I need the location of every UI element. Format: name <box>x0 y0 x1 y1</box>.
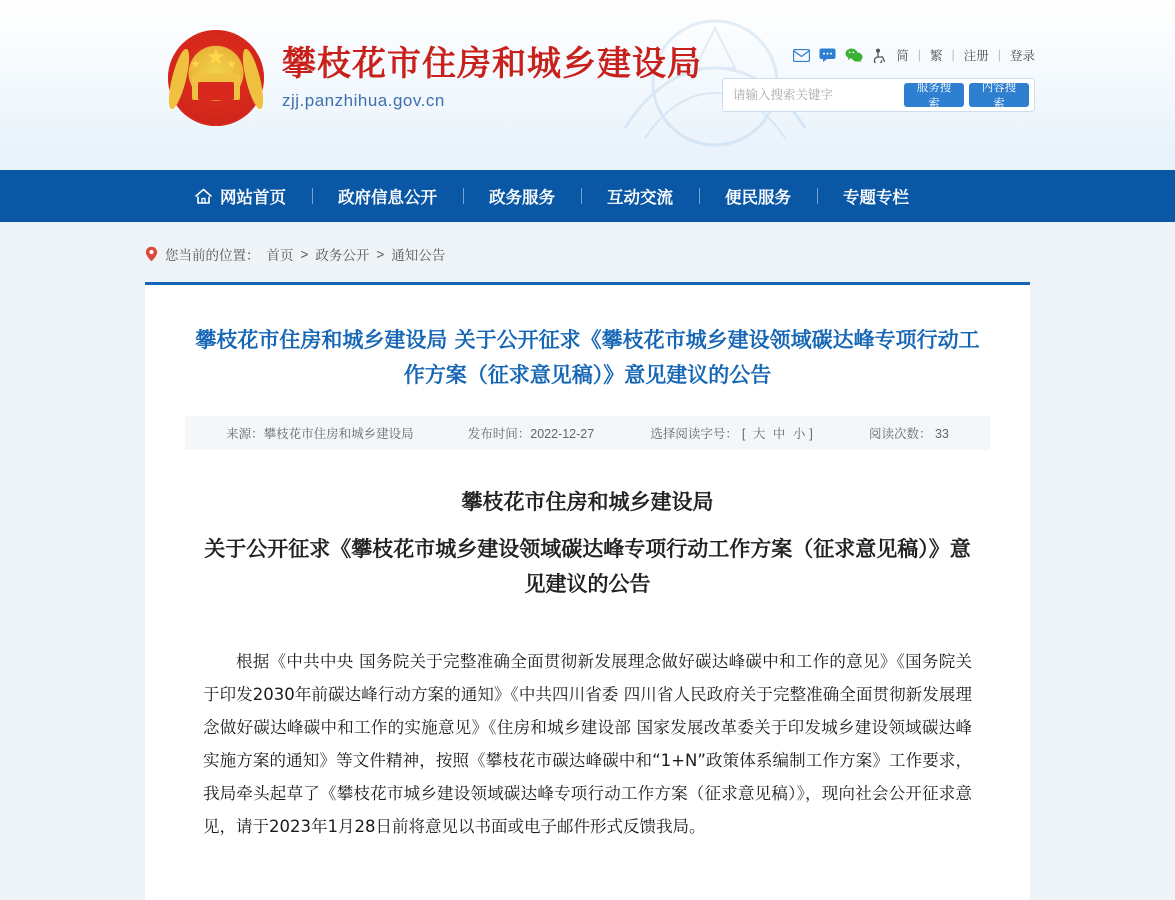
nav-item-label: 政务服务 <box>489 189 555 207</box>
meta-views-label: 阅读次数： <box>868 427 932 442</box>
breadcrumb-separator: > <box>376 246 385 262</box>
lang-traditional-link[interactable]: 繁 <box>929 49 943 63</box>
lang-simplified-link[interactable]: 简 <box>896 49 909 63</box>
nav-item-label: 政府信息公开 <box>338 189 437 207</box>
breadcrumb <box>145 222 1030 282</box>
breadcrumb-item-government-disclosure[interactable]: 政务公开 <box>315 248 370 263</box>
site-header <box>0 0 1175 170</box>
nav-item-government-info[interactable] <box>312 184 463 208</box>
nav-item-government-services[interactable] <box>463 184 581 208</box>
site-url: zjj.panzhihua.gov.cn <box>282 90 445 110</box>
nav-item-label: 专题专栏 <box>843 189 909 207</box>
document-card <box>145 282 1030 900</box>
meta-views <box>869 424 949 442</box>
nav-item-special-topics[interactable] <box>817 184 935 208</box>
document-paragraph: 根据《中共中央 国务院关于完整准确全面贯彻新发展理念做好碳达峰碳中和工作的意见》《国务院关于印发2030年前碳达峰行动方案的通知》《中共四川省委 四川省人民政府关于完整准确全面贯彻新发展理念做好碳达峰碳中和工作的实施意见》《住房和城乡建设部 国家发展改革委关于印发城乡建设领域碳达峰实施方案的通知》等文件精神，按照《攀枝花市碳达峰碳中和“1+N”政策体系编制工作方案》工作要求，我局牵头起草了《攀枝花市城乡建设领域碳达峰专项行动工作方案（征求意见稿）》，现向社会公开征求意见，请于2023年1月28日前将意见以书面或电子邮件形式反馈我局。 <box>203 652 972 837</box>
service-search-button[interactable]: 服务搜索 <box>904 83 964 107</box>
emblem-gate <box>192 74 240 100</box>
document-meta-bar <box>185 416 990 450</box>
font-size-small[interactable]: 小 <box>792 427 806 442</box>
font-size-medium[interactable]: 中 <box>772 427 786 442</box>
emblem-star: ★ <box>190 57 201 71</box>
utility-separator: | <box>917 48 921 62</box>
emblem-wheat-left <box>165 47 194 111</box>
nav-item-convenience-services[interactable] <box>699 184 817 208</box>
location-pin-icon <box>145 246 158 262</box>
breadcrumb-prefix: 您当前的位置： <box>165 248 260 263</box>
search-box[interactable] <box>722 78 1035 112</box>
site-brand[interactable] <box>168 30 702 126</box>
message-icon[interactable] <box>819 48 836 62</box>
nav-item-label: 便民服务 <box>725 189 791 207</box>
meta-publish-value: 2022-12-27 <box>530 427 595 442</box>
document-body <box>185 486 990 843</box>
meta-source-label: 来源： <box>226 427 264 442</box>
utility-separator: | <box>997 48 1001 62</box>
meta-source <box>226 424 414 442</box>
font-size-large[interactable]: 大 <box>752 427 766 442</box>
document-title-sub: 关于公开征求《攀枝花市城乡建设领域碳达峰专项行动工作方案（征求意见稿）》意见建议的公告 <box>204 536 971 596</box>
main-navigation <box>0 170 1175 222</box>
document-title-main: 攀枝花市住房和城乡建设局 <box>461 490 714 515</box>
utility-separator: | <box>951 48 955 62</box>
meta-source-value: 攀枝花市住房和城乡建设局 <box>263 427 414 442</box>
bracket-open: [ <box>741 427 746 442</box>
nav-item-interaction[interactable] <box>581 184 699 208</box>
content-search-button[interactable]: 内容搜索 <box>969 83 1029 107</box>
register-link[interactable]: 注册 <box>963 49 989 63</box>
wechat-icon[interactable] <box>845 48 863 62</box>
emblem-wheat-right <box>239 47 268 111</box>
nav-item-home[interactable] <box>168 184 312 208</box>
font-size-selector <box>648 424 814 442</box>
page-title: 攀枝花市住房和城乡建设局 关于公开征求《攀枝花市城乡建设领域碳达峰专项行动工作方案（征求意见稿）》意见建议的公告 <box>195 328 980 387</box>
breadcrumb-separator: > <box>300 246 309 262</box>
page-content <box>0 222 1175 900</box>
emblem-star: ★ <box>206 44 226 69</box>
nav-item-label: 网站首页 <box>220 189 286 207</box>
utility-bar <box>793 46 1035 64</box>
national-emblem-icon <box>168 30 264 126</box>
meta-publish-label: 发布时间： <box>467 427 531 442</box>
site-title: 攀枝花市住房和城乡建设局 <box>282 44 702 85</box>
font-size-label: 选择阅读字号： <box>650 427 738 442</box>
bracket-close: ] <box>809 427 813 442</box>
meta-publish-date <box>468 424 594 442</box>
login-link[interactable]: 登录 <box>1009 49 1035 63</box>
mail-icon[interactable] <box>793 49 810 62</box>
search-input[interactable] <box>723 80 904 110</box>
emblem-star: ★ <box>226 57 237 71</box>
meta-views-value: 33 <box>934 427 949 442</box>
breadcrumb-item-home[interactable]: 首页 <box>266 248 294 263</box>
home-icon <box>194 188 213 205</box>
breadcrumb-item-announcements[interactable]: 通知公告 <box>391 248 446 263</box>
nav-item-label: 互动交流 <box>607 189 673 207</box>
brand-text-block <box>282 45 702 110</box>
accessibility-icon[interactable] <box>872 48 887 63</box>
